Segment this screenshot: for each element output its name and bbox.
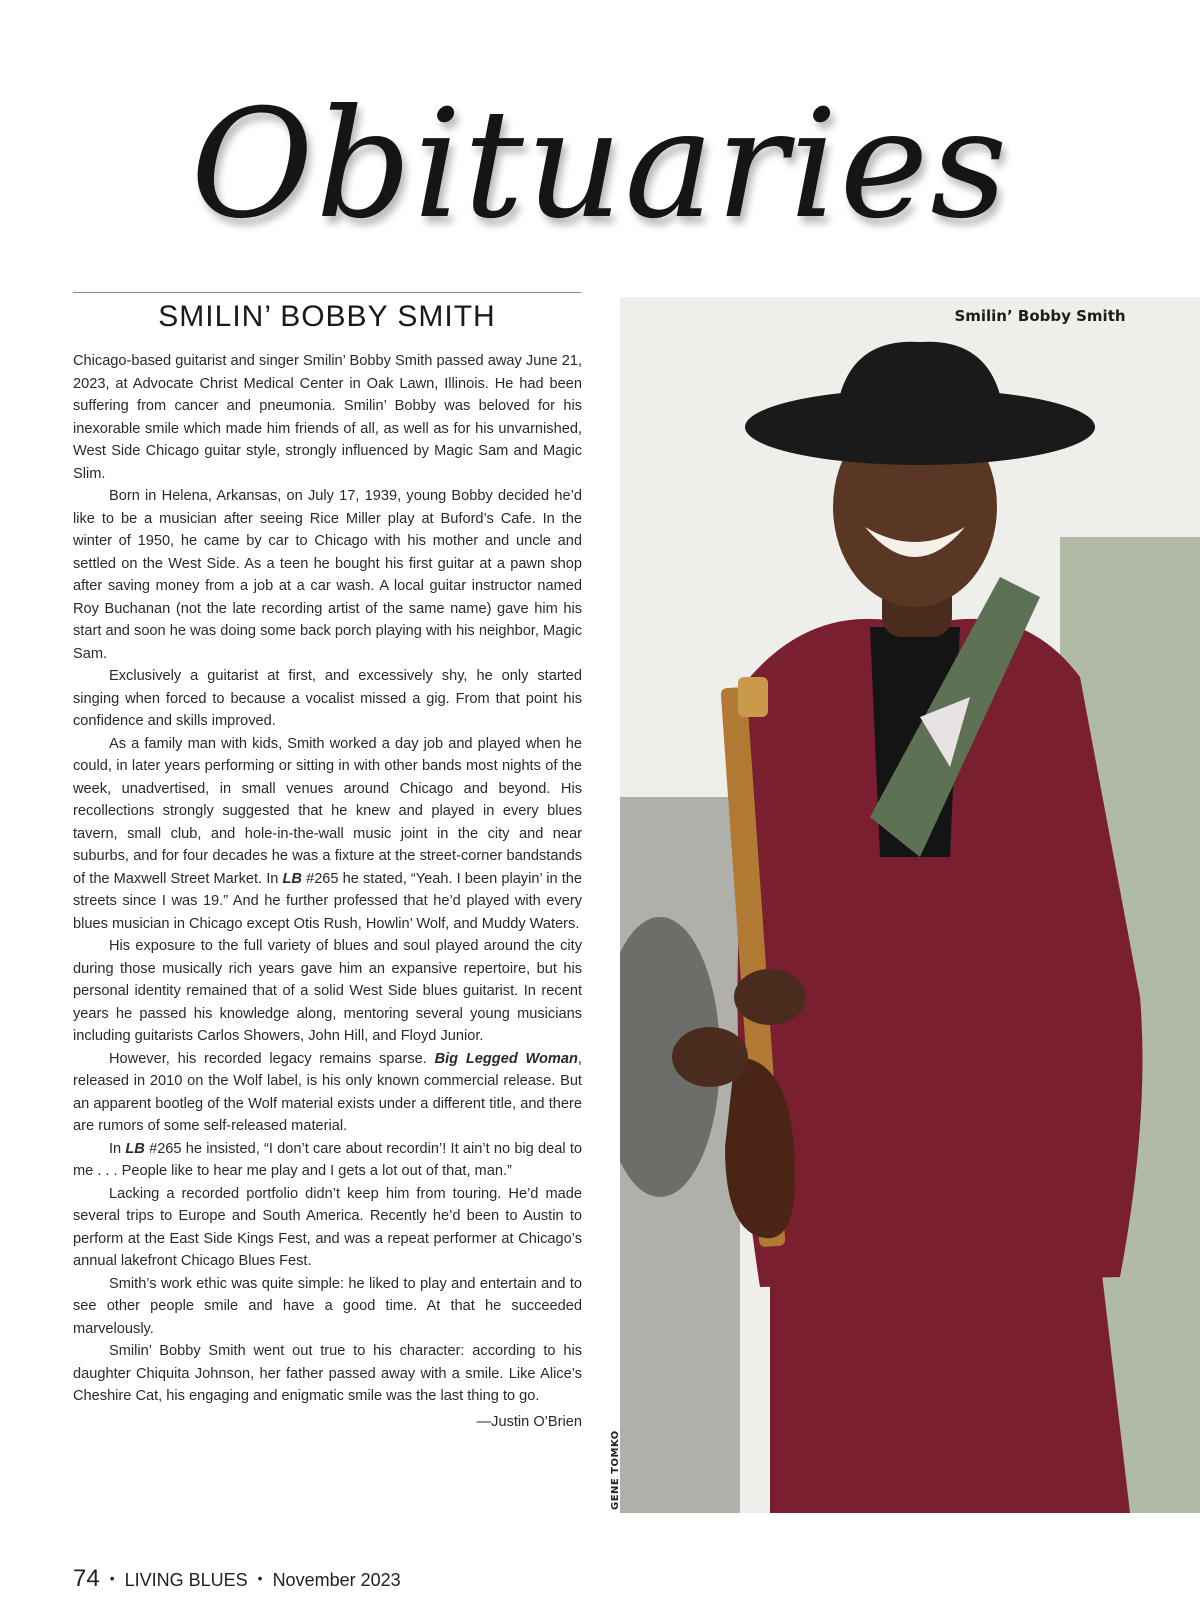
article-paragraph	[73, 1048, 582, 1138]
text-run: , released in 2010 on the Wolf label, is his only known commercial release. But an apparent bootleg of the Wolf material exists under a different title, and there are rumors of some self-released material.	[73, 1050, 582, 1134]
article-paragraph: Smilin’ Bobby Smith went out true to his character: according to his daughter Chiquita Johnson, her father passed away with a smile. Like Alice’s Cheshire Cat, his engaging and enigmatic smile was the last thing to go.	[73, 1343, 582, 1404]
article-body	[73, 350, 582, 1433]
text-run: #265 he stated, “Yeah. I been playin’ in the streets since I was 19.” And he further professed that he’d played with every blues musician in Chicago except Otis Rush, Howlin’ Wolf, and Muddy Waters.	[73, 870, 583, 932]
right-hand	[672, 1027, 748, 1087]
photo-illustration	[620, 297, 1200, 1513]
issue-date: November 2023	[272, 1570, 401, 1590]
magazine-abbrev: LB	[282, 870, 302, 887]
page-footer	[73, 1565, 401, 1597]
footer-separator: •	[109, 1570, 115, 1586]
trousers	[770, 1257, 1130, 1513]
article-paragraph: Chicago-based guitarist and singer Smilin’ Bobby Smith passed away June 21, 2023, at Advocate Christ Medical Center in Oak Lawn, Illinois. He had been suffering from cancer and pneumonia. Smilin’ Bobby was beloved for his inexorable smile which made him friends of all, as well as for his unvarnished, West Side Chicago guitar style, strongly influenced by Magic Sam and Magic Slim.	[73, 353, 582, 482]
photo-caption: Smilin’ Bobby Smith	[954, 307, 1126, 325]
publication-name: LIVING BLUES	[124, 1570, 248, 1590]
musician-photo	[620, 297, 1200, 1513]
byline: —Justin O’Brien	[476, 1413, 582, 1430]
article-paragraph: Lacking a recorded portfolio didn’t keep him from touring. He’d made several trips to Europe and South America. Recently he’d been to Austin to perform at the East Side Kings Fest, and was a repeat performer at Chicago’s annual lakefront Chicago Blues Fest.	[73, 1185, 582, 1269]
headline-rule	[73, 292, 581, 293]
article-headline: SMILIN’ BOBBY SMITH	[158, 300, 496, 333]
text-run: #265 he insisted, “I don’t care about recordin’! It ain’t no big deal to me . . . People like to hear me play and I gets a lot out of that, man.”	[73, 1140, 582, 1179]
magazine-abbrev: LB	[125, 1140, 145, 1157]
album-title: Big Legged Woman	[434, 1050, 578, 1067]
article-paragraph: Exclusively a guitarist at first, and excessively shy, he only started singing when forced to because a vocalist missed a gig. From that point his confidence and skills improved.	[73, 668, 582, 729]
text-run: However, his recorded legacy remains sparse.	[109, 1050, 435, 1067]
section-title: Obituaries	[190, 78, 1010, 252]
article-paragraph: His exposure to the full variety of blues and soul played around the city during those musically rich years gave him an expansive repertoire, but his personal identity remained that of a solid West Side blues guitarist. In recent years he passed his knowledge along, mentoring several young musicians including guitarists Carlos Showers, John Hill, and Floyd Junior.	[73, 938, 582, 1044]
text-run: As a family man with kids, Smith worked a day job and played when he could, in later years performing or sitting in with other bands most nights of the week, unadvertised, in small venues around Chicago and beyond. His recollections strongly suggested that he knew and played in every blues tavern, small club, and hole-in-the-wall music joint in the city and near suburbs, and for four decades he was a fixture at the street-corner bandstands of the Maxwell Street Market. In	[73, 735, 582, 887]
photo-credit: GENE TOMKO	[610, 1430, 621, 1510]
footer-separator: •	[257, 1570, 263, 1586]
article-paragraph	[73, 1138, 582, 1183]
article-paragraph: Smith’s work ethic was quite simple: he liked to play and entertain and to see other people smile and have a good time. At that he succeeded marvelously.	[73, 1275, 582, 1337]
masthead	[0, 60, 1200, 270]
article-paragraph	[73, 733, 582, 936]
left-hand	[734, 969, 806, 1025]
guitar-headstock	[738, 677, 768, 717]
page-number: 74	[73, 1565, 100, 1592]
text-run: In	[109, 1140, 126, 1157]
article-paragraph: Born in Helena, Arkansas, on July 17, 1939, young Bobby decided he’d like to be a musician after seeing Rice Miller play at Buford’s Cafe. In the winter of 1950, he came by car to Chicago with his mother and uncle and settled on the West Side. As a teen he bought his first guitar at a pawn shop after saving money from a job at a car wash. A local guitar instructor named Roy Buchanan (not the late recording artist of the same name) gave him his start and soon he was doing some back porch playing with his neighbor, Magic Sam.	[73, 488, 582, 662]
